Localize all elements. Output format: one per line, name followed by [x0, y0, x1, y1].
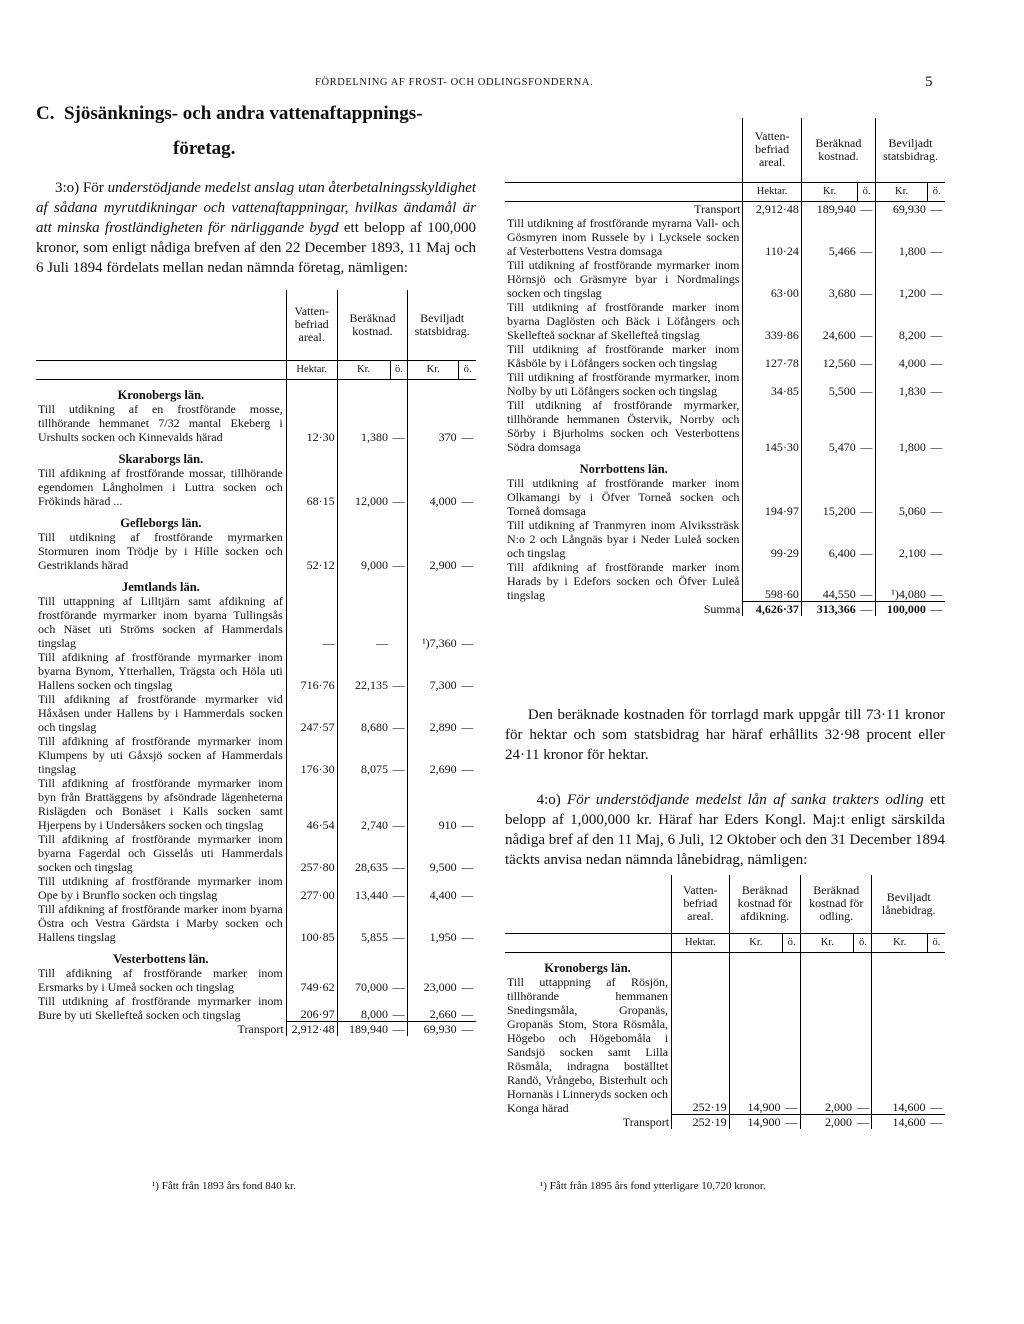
cost-ore-cell: —: [390, 650, 408, 692]
table-row: [505, 370, 945, 398]
grant-ore-cell: —: [461, 635, 474, 650]
cost-ore-cell: —: [858, 216, 876, 258]
cost-ore-cell: —: [858, 518, 876, 560]
grant-cell: 1,800: [898, 243, 926, 258]
area-cell: 46·54: [286, 776, 337, 832]
region-heading: Skaraborgs län.: [118, 451, 204, 466]
entry-text: Till utdikning af frostförande myrmarker inom Bure by uti Skellefteå socken och tingslag: [36, 994, 286, 1022]
cost-ore-cell: —: [390, 530, 408, 572]
table-row: [36, 402, 476, 444]
cost-ore-cell: —: [390, 692, 408, 734]
unit-kr: Kr.: [801, 182, 857, 201]
entry-text: Till afdikning af frostförande marker inom byarna Östra och Vestra Gärdsta i Marby socken och Hallens tingslag: [36, 902, 286, 944]
section-title-line2: företag.: [173, 138, 236, 159]
area-cell: 716·76: [286, 650, 337, 692]
grant-ore-cell: —: [930, 503, 943, 518]
grant-ore-cell: —: [930, 243, 943, 258]
sum-grant: 100,000: [875, 602, 927, 617]
grant-cell: 2,690: [429, 761, 457, 776]
grant-ore-cell: —: [461, 493, 474, 508]
cost-ore-cell: —: [390, 832, 408, 874]
cost-cell: 28,635: [355, 859, 389, 874]
transport-grant-ore: —: [459, 1022, 476, 1037]
cost-cell: 12,000: [355, 493, 389, 508]
grant-ore-cell: —: [461, 929, 474, 944]
header-area: Vatten-befriad areal.: [286, 290, 337, 360]
para4-italic: För understödjande medelst lån af sanka trakters odling: [567, 792, 924, 808]
unit-ore: ö.: [854, 933, 872, 952]
area-cell: 63·00: [743, 258, 801, 300]
area-cell: 247·57: [286, 692, 337, 734]
grant-ore-cell: —: [461, 817, 474, 832]
region-heading: Kronobergs län.: [117, 387, 205, 402]
grant-cell: 5,060: [898, 503, 926, 518]
region-cell: [36, 508, 286, 530]
paragraph-4: [505, 790, 945, 870]
grant-cell: 2,100: [898, 545, 926, 560]
t4-drain-ore: —: [783, 952, 801, 1115]
table-row: [505, 216, 945, 258]
entry-text: Till utdikning af frostförande myrmarker, inom Nolby by uti Löfångers socken och tingslag: [505, 370, 743, 398]
grant-cell: 910: [438, 817, 457, 832]
sum-cost: 313,366: [801, 602, 857, 617]
unit-kr: Kr.: [729, 933, 782, 952]
grant-ore-cell: —: [930, 383, 943, 398]
entry-text: Till utdikning af frostförande myrmarken Stormuren inom Trödje by i Hille socken och Gestriklands härad: [36, 530, 286, 572]
area-cell: 2,912·48: [743, 201, 801, 216]
grant-cell: 1,800: [898, 439, 926, 454]
region-row: [36, 444, 476, 466]
region-row: [36, 944, 476, 966]
grant-cell: 370: [438, 429, 457, 444]
para4-lead: 4:o): [536, 792, 568, 808]
area-cell: 257·80: [286, 832, 337, 874]
area-cell: 598·60: [743, 560, 801, 602]
table-row: [505, 476, 945, 518]
cost-ore-cell: —: [390, 874, 408, 902]
transport-grant: 69,930: [408, 1022, 459, 1037]
para3-lead: 3:o) För: [54, 180, 108, 196]
paragraph-3: [36, 178, 476, 278]
cost-summary-text: Den beräknade kostnaden för torrlagd mark uppgår till 73·11 kronor för hektar och som statsbidrag har häraf erhållits 32·98 procent eller 24·11 kronor för hektar.: [505, 707, 946, 763]
entry-text: Till afdikning af frostförande myrmarker inom byarna Bynom, Ytterhallen, Trägsta och Höla uti Hallens socken och tingslag: [36, 650, 286, 692]
left-footnote: ¹) Fått från 1893 års fond 840 kr.: [152, 1180, 296, 1192]
area-cell: 339·86: [743, 300, 801, 342]
grant-cell: 2,660: [429, 1007, 457, 1021]
t4-grant: 14,600: [892, 1100, 926, 1114]
table-row: [36, 650, 476, 692]
grant-cell: 4,000: [429, 493, 457, 508]
cost-ore-cell: —: [390, 902, 408, 944]
unit-ore: ö.: [858, 182, 876, 201]
running-header: FÖRDELNING AF FROST- OCH ODLINGSFONDERNA.: [315, 77, 594, 88]
area-cell: 194·97: [743, 476, 801, 518]
table-row: [505, 398, 945, 454]
table-row: [36, 776, 476, 832]
unit-ore: ö.: [928, 182, 945, 201]
t4-entry-text: [505, 952, 672, 1115]
transport-area: 2,912·48: [286, 1022, 337, 1037]
cost-cell: 8,000: [361, 1007, 389, 1021]
table-row: [36, 530, 476, 572]
grant-ore-cell: —: [461, 887, 474, 902]
area-cell: 52·12: [286, 530, 337, 572]
cost-cell: 8,680: [361, 719, 389, 734]
cost-cell: 8,075: [361, 761, 389, 776]
cost-ore-cell: —: [858, 398, 876, 454]
table-row: [36, 832, 476, 874]
t4-transport-cult: 2,000: [801, 1115, 854, 1130]
grant-ore-cell: —: [930, 285, 943, 300]
cost-cell: 189,940: [816, 201, 856, 216]
region-heading: Norrbottens län.: [579, 461, 668, 476]
entry-text: Till afdikning af frostförande marker inom Ersmarks by i Umeå socken och tingslag: [36, 966, 286, 994]
region-cell: [36, 379, 286, 402]
t4-cult: 2,000: [824, 1100, 852, 1114]
grant-cell: 1,950: [429, 929, 457, 944]
grant-cell: 1,830: [898, 383, 926, 398]
grant-cell: 4,000: [898, 355, 926, 370]
transport-cost: 189,940: [337, 1022, 390, 1037]
grant-cell: 4,400: [429, 887, 457, 902]
region-cell: [36, 572, 286, 594]
unit-kr: Kr.: [872, 933, 928, 952]
entry-text: Till utdikning af frostförande myrarna Vall- och Gösmyren inom Russele by i Lycksele socken af Vesterbottens Vestra domsaga: [505, 216, 743, 258]
header-granted: Beviljadt statsbidrag.: [882, 135, 938, 163]
t4-transport-label: Transport: [505, 1115, 672, 1130]
area-cell: —: [286, 594, 337, 650]
cost-cell: 2,740: [361, 817, 389, 832]
unit-ore: ö.: [927, 933, 945, 952]
entry-text: Till utdikning af en frostförande mosse, tillhörande hemmanet 7/32 mantal Ekeberg i Urshults socken och Kinnevalds härad: [36, 402, 286, 444]
grant-ore-cell: —: [930, 327, 943, 342]
grant-ore-cell: —: [461, 429, 474, 444]
t4-transport-grant-ore: —: [927, 1115, 945, 1130]
cost-ore-cell: —: [390, 402, 408, 444]
area-cell: 100·85: [286, 902, 337, 944]
entry-text: Till afdikning af frostförande marker inom Harads by i Edefors socken och Öfver Luleå tingslag: [505, 560, 743, 602]
unit-ore: ö.: [783, 933, 801, 952]
t4-region: Kronobergs län.: [544, 960, 631, 975]
area-cell: 206·97: [286, 994, 337, 1022]
cost-cell: 22,135: [355, 677, 389, 692]
grant-cell: 8,200: [898, 327, 926, 342]
t4-cult-ore: —: [854, 952, 872, 1115]
grant-ore-cell: —: [930, 355, 943, 370]
entry-text: Till utdikning af frostförande myrmarker inom Ope by i Brunflo socken och tingslag: [36, 874, 286, 902]
cost-cell: 13,440: [355, 887, 389, 902]
grant-cell: 23,000: [423, 979, 457, 994]
cost-cell: 6,400: [828, 545, 856, 560]
cost-ore-cell: —: [858, 300, 876, 342]
region-row: [36, 572, 476, 594]
region-row: [36, 508, 476, 530]
cost-cell: 12,560: [822, 355, 856, 370]
region-cell: [505, 454, 743, 476]
region-heading: Vesterbottens län.: [113, 951, 209, 966]
para3-italic: understödjande medelst anslag utan återbetalningsskyldighet af sådana myrutdikningar och vattenaftappningar, hvilkas ändamål är att minska frostländigheten för närliggande bygd: [36, 180, 477, 236]
region-heading: Jemtlands län.: [121, 579, 200, 594]
grant-ore-cell: —: [461, 979, 474, 994]
grant-cell: ¹)4,080: [891, 587, 926, 601]
grant-ore-cell: —: [461, 557, 474, 572]
sum-grant-ore: —: [928, 602, 945, 617]
area-cell: 12·30: [286, 402, 337, 444]
entry-text: Till uttappning af Lilltjärn samt afdikning af frostförande myrmarker inom byarna Tullingsås och Näset uti Ströms socken af Hammerdals tingslag: [36, 594, 286, 650]
section-heading: [36, 103, 422, 125]
cost-cell: 24,600: [822, 327, 856, 342]
cost-ore-cell: [390, 594, 408, 650]
cost-ore-cell: —: [390, 734, 408, 776]
grant-cell: 9,500: [429, 859, 457, 874]
cost-cell: 15,200: [822, 503, 856, 518]
region-row: [36, 379, 476, 402]
table-row: [505, 518, 945, 560]
cost-ore-cell: —: [390, 466, 408, 508]
area-cell: 749·62: [286, 966, 337, 994]
t4-drain: 14,900: [747, 1100, 781, 1114]
area-cell: 99·29: [743, 518, 801, 560]
cost-ore-cell: —: [858, 560, 876, 602]
cost-summary-paragraph: [505, 705, 945, 765]
entry-text: Till utdikning af frostförande myrmarker inom Hörnsjö och Gräsmyre byar i Nordmalings socken och tingslag: [505, 258, 743, 300]
table-row: [36, 594, 476, 650]
grant-ore-cell: —: [930, 587, 943, 601]
cost-ore-cell: —: [390, 994, 408, 1022]
cost-cell: —: [376, 635, 389, 650]
unit-hectare: Hektar.: [286, 360, 337, 379]
grant-cell: 1,200: [898, 285, 926, 300]
grant-cell: 2,890: [429, 719, 457, 734]
region-cell: [36, 444, 286, 466]
grant-cell: 69,930: [892, 201, 926, 216]
entry-text: Till utdikning af frostförande myrmarker, tillhörande hemmanen Östervik, Norrby och Sörby i Bjurholms socken och Vesterbottens Södra domsaga: [505, 398, 743, 454]
cost-ore-cell: —: [390, 966, 408, 994]
t4-area: 252·19: [672, 952, 730, 1115]
sum-label: Summa: [505, 602, 743, 617]
table-row: [505, 300, 945, 342]
entry-text: Till afdikning af frostförande myrmarker inom byarna Fagerdal och Gisselås uti Hammerdals socken och tingslag: [36, 832, 286, 874]
unit-ore: ö.: [390, 360, 408, 379]
right-allocation-table: [505, 118, 945, 616]
para3-rest: ett belopp af 100,000 kronor, som enligt nådiga brefven af den 22 December 1893, 11 Maj och 6 Juli 1894 fördelats mellan nedan nämnda företag, nämligen:: [36, 220, 476, 276]
cost-ore-cell: —: [858, 258, 876, 300]
cost-ore-cell: —: [858, 342, 876, 370]
region-heading: Gefleborgs län.: [120, 515, 202, 530]
cost-ore-cell: —: [858, 201, 876, 216]
grant-ore-cell: —: [461, 719, 474, 734]
table-row: [36, 466, 476, 508]
unit-kr: Kr.: [801, 933, 854, 952]
grant-cell: ¹)7,360: [422, 635, 457, 650]
t4-text: Till uttappning af Rösjön, tillhörande hemmanen Snedingsmåla, Gropanäs, Gropanäs Stom, Stora Rösmåla, Högebo och Högebomåla i Sandsjö socken samt Lilla Rösmåla, indragna boställtet Randö, Vrångebo, Bisterhult och Hornanäs i Linneryds socken och Konga härad: [507, 974, 669, 1115]
header-cost: Beräknad kostnad.: [801, 118, 875, 182]
t4-transport-drain-ore: —: [783, 1115, 801, 1130]
grant-ore-cell: —: [930, 201, 943, 216]
grant-ore-cell: —: [461, 1007, 474, 1021]
cost-ore-cell: —: [390, 776, 408, 832]
t4-grant-ore: —: [930, 1100, 943, 1114]
unit-kr: Kr.: [408, 360, 459, 379]
table-row: [36, 874, 476, 902]
region-cell: [36, 944, 286, 966]
entry-text: Till utdikning af frostförande marker inom Kåsböle by i Löfångers socken och tingslag: [505, 342, 743, 370]
unit-ore: ö.: [459, 360, 476, 379]
entry-text: Till utdikning af frostförande marker inom byarna Daglösten och Bäck i Löfångers och Skellefteå socknar af Skellefteå tingslag: [505, 300, 743, 342]
table-row: [36, 692, 476, 734]
header-area: Vatten-befriad areal.: [743, 118, 801, 182]
grant-ore-cell: —: [461, 761, 474, 776]
header-cost: Beräknad kostnad.: [337, 290, 408, 360]
entry-text: Till afdikning af frostförande mossar, tillhörande egendomen Långholmen i Luttra socken och Frökinds härad ...: [36, 466, 286, 508]
area-cell: 68·15: [286, 466, 337, 508]
table-row: [505, 201, 945, 216]
cost-cell: 44,550: [822, 587, 856, 601]
transport-label: Transport: [36, 1022, 286, 1037]
area-cell: 34·85: [743, 370, 801, 398]
grant-ore-cell: —: [930, 545, 943, 560]
cost-cell: 5,500: [828, 383, 856, 398]
cost-ore-cell: —: [858, 476, 876, 518]
grant-cell: 7,300: [429, 677, 457, 692]
area-cell: 110·24: [743, 216, 801, 258]
t4-transport-area: 252·19: [672, 1115, 730, 1130]
cost-cell: 70,000: [355, 979, 389, 994]
unit-hectare: Hektar.: [672, 933, 730, 952]
cost-cell: 3,680: [828, 285, 856, 300]
grant-ore-cell: —: [461, 859, 474, 874]
area-cell: 176·30: [286, 734, 337, 776]
cost-cell: 9,000: [361, 557, 389, 572]
t4-header-cost-cult: Beräknad kostnad för odling.: [801, 875, 872, 933]
table-row: [36, 902, 476, 944]
transport-cost-ore: —: [390, 1022, 408, 1037]
t4-transport-grant: 14,600: [872, 1115, 928, 1130]
entry-text: Till afdikning af frostförande myrmarker inom Klumpens by uti Gåxsjö socken af Hammerdals tingslag: [36, 734, 286, 776]
section-title-line1: Sjösänknings- och andra vattenaftappnings-: [63, 103, 423, 124]
loan-table: [505, 875, 945, 1129]
entry-text: Till afdikning af frostförande myrmarker vid Håxåsen under Hallens by i Hammerdals socken och tingslag: [36, 692, 286, 734]
t4-transport-cult-ore: —: [854, 1115, 872, 1130]
grant-cell: 2,900: [429, 557, 457, 572]
t4-transport-drain: 14,900: [729, 1115, 782, 1130]
region-row: [505, 454, 945, 476]
unit-kr: Kr.: [337, 360, 390, 379]
cost-ore-cell: —: [858, 370, 876, 398]
t4-header-area: Vatten-befriad areal.: [672, 875, 730, 933]
cost-cell: 5,470: [828, 439, 856, 454]
unit-kr: Kr.: [875, 182, 927, 201]
grant-ore-cell: —: [461, 677, 474, 692]
table-row: [36, 994, 476, 1022]
grant-ore-cell: —: [930, 439, 943, 454]
entry-text: Transport: [505, 201, 743, 216]
sum-cost-ore: —: [858, 602, 876, 617]
area-cell: 145·30: [743, 398, 801, 454]
table-row: [505, 342, 945, 370]
left-allocation-table: [36, 290, 476, 1036]
table-row: [505, 560, 945, 602]
table-row: [36, 734, 476, 776]
sum-area: 4,626·37: [743, 602, 801, 617]
header-granted: Beviljadt statsbidrag.: [414, 310, 470, 338]
unit-hectare: Hektar.: [743, 182, 801, 201]
para4-rest: ett belopp af 1,000,000 kr. Häraf har Eders Kongl. Maj:t enligt särskilda nådiga bref af den 11 Maj, 6 Juli, 12 Oktober och den 31 December 1894 täckts anvisa nedan nämnda lånebidrag, nämligen:: [505, 792, 946, 868]
entry-text: Till utdikning af Tranmyren inom Alvikssträsk N:o 2 och Långnäs byar i Neder Luleå socken och tingslag: [505, 518, 743, 560]
table-row: [36, 966, 476, 994]
right-footnote: ¹) Fått från 1895 års fond ytterligare 10,720 kronor.: [540, 1180, 766, 1192]
t4-header-cost-drain: Beräknad kostnad för afdikning.: [729, 875, 800, 933]
page-number: 5: [925, 74, 933, 90]
cost-cell: 5,466: [828, 243, 856, 258]
table-row: [505, 258, 945, 300]
cost-cell: 1,380: [361, 429, 389, 444]
t4-header-granted: Beviljadt lånebidrag.: [881, 889, 936, 917]
entry-text: Till afdikning af frostförande myrmarker inom byn från Brattäggens by afsöndrade lägenheterna Rislägden och Bonäset i Kalls socken samt Hjerpens by i Undersåkers socken och tingslag: [36, 776, 286, 832]
area-cell: 127·78: [743, 342, 801, 370]
entry-text: Till utdikning af frostförande marker inom Olkamangi by i Öfver Torneå socken och Torneå domsaga: [505, 476, 743, 518]
area-cell: 277·00: [286, 874, 337, 902]
section-letter: C.: [36, 103, 55, 124]
cost-cell: 5,855: [361, 929, 389, 944]
